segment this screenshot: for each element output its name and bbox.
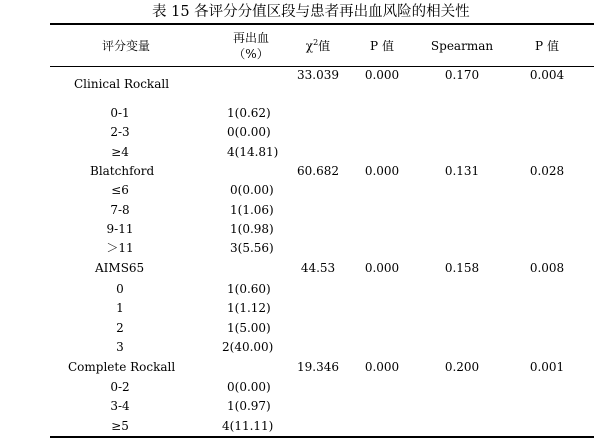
range-label: ≤6 <box>111 183 129 197</box>
chi2-value: 33.039 <box>297 68 339 82</box>
range-label: ≥4 <box>111 145 129 159</box>
rebleed-value: 2(40.00) <box>222 340 274 354</box>
header-rebleed-line1: 再出血 <box>232 31 270 45</box>
group-name: AIMS65 <box>95 261 145 275</box>
p-value: 0.000 <box>364 360 400 374</box>
p-value: 0.000 <box>364 261 400 275</box>
rebleed-value: 0(0.00) <box>227 125 271 139</box>
range-label: ≥5 <box>111 419 129 433</box>
range-label: 0 <box>116 282 124 296</box>
header-rebleed-line2: （%） <box>233 47 269 61</box>
header-spearman: Spearman <box>430 39 494 53</box>
rebleed-value: 3(5.56) <box>230 241 274 255</box>
range-label: 3 <box>116 340 124 354</box>
rebleed-value: 1(1.12) <box>227 301 271 315</box>
rebleed-value: 1(0.98) <box>230 222 274 236</box>
chi2-value: 19.346 <box>297 360 339 374</box>
chi-symbol: χ <box>305 39 314 53</box>
range-label: 2 <box>116 321 124 335</box>
p2-value: 0.028 <box>529 164 565 178</box>
chi2-value: 60.682 <box>297 164 339 178</box>
spearman-value: 0.200 <box>444 360 480 374</box>
p2-value: 0.001 <box>529 360 565 374</box>
chi2-value: 44.53 <box>300 261 336 275</box>
range-label: 9-11 <box>106 222 134 236</box>
header-p-value-1: P 值 <box>370 39 394 53</box>
rebleed-value: 1(5.00) <box>227 321 271 335</box>
range-label: 1 <box>116 301 124 315</box>
rebleed-value: 0(0.00) <box>230 183 274 197</box>
rebleed-value: 4(11.11) <box>222 419 274 433</box>
p-value: 0.000 <box>364 68 400 82</box>
rebleed-value: 1(1.06) <box>230 203 274 217</box>
chi-superscript: 2 <box>313 38 319 47</box>
group-name: Clinical Rockall <box>74 77 170 91</box>
spearman-value: 0.131 <box>444 164 480 178</box>
p2-value: 0.008 <box>529 261 565 275</box>
group-name: Complete Rockall <box>68 360 176 374</box>
group-name: Blatchford <box>90 164 155 178</box>
rebleed-value: 1(0.60) <box>227 282 271 296</box>
header-chi-square <box>306 39 330 53</box>
header-score-variable: 评分变量 <box>101 39 151 53</box>
range-label: 0-1 <box>110 106 130 120</box>
range-label: 2-3 <box>110 125 130 139</box>
spearman-value: 0.158 <box>444 261 480 275</box>
range-label: 0-2 <box>110 380 130 394</box>
p2-value: 0.004 <box>529 68 565 82</box>
spearman-value: 0.170 <box>444 68 480 82</box>
range-label: ＞11 <box>106 241 134 255</box>
top-rule <box>50 23 594 25</box>
header-rule <box>50 66 594 67</box>
rebleed-value: 0(0.00) <box>227 380 271 394</box>
rebleed-value: 4(14.81) <box>227 145 279 159</box>
rebleed-value: 1(0.62) <box>227 106 271 120</box>
range-label: 3-4 <box>110 399 130 413</box>
chi-suffix: 值 <box>318 39 331 53</box>
bottom-rule <box>50 436 594 438</box>
rebleed-value: 1(0.97) <box>227 399 271 413</box>
p-value: 0.000 <box>364 164 400 178</box>
header-p-value-2: P 值 <box>535 39 559 53</box>
range-label: 7-8 <box>110 203 130 217</box>
table-title: 表 15 各评分分值区段与患者再出血风险的相关性 <box>152 4 470 20</box>
